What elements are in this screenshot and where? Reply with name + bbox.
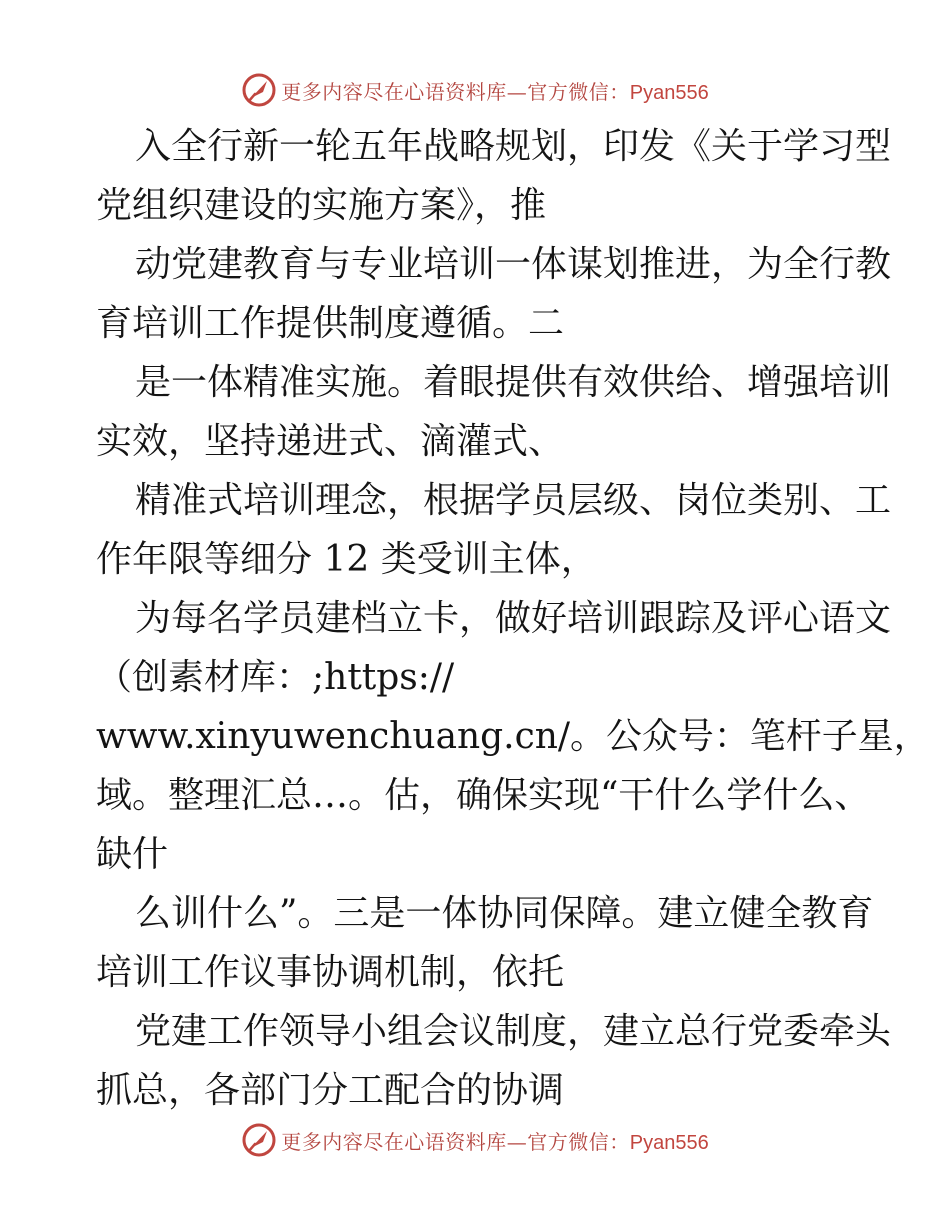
text-line: 是一体精准实施。着眼提供有效供给、增强培训 [135,362,892,403]
text-line: 为每名学员建档立卡，做好培训跟踪及评心语文 [135,598,892,639]
banner-main: 更多内容尽在心语资料库 [281,1129,507,1154]
banner-wechat-id: Pyan556 [629,81,709,104]
text-line: （创素材库：;https:// [96,657,455,698]
banner-dash: — [506,1129,528,1154]
banner-wechat-id: Pyan556 [629,1131,709,1154]
text-line: 育培训工作提供制度遵循。二 [96,303,565,344]
banner-main: 更多内容尽在心语资料库 [281,79,507,104]
text-line: 党建工作领导小组会议制度，建立总行党委牵头 [135,1011,892,1052]
text-line: 实效，坚持递进式、滴灌式、 [96,421,565,462]
text-line: 作年限等细分 12 类受训主体， [96,539,597,580]
banner-text [281,1126,708,1155]
quill-circle-icon [241,1122,277,1158]
banner-official: 官方微信： [527,1129,630,1154]
text-line: 域。整理汇总…。估，确保实现“干什么学什么、 [96,775,871,816]
text-line: 精准式培训理念，根据学员层级、岗位类别、工 [135,480,892,521]
text-line: www.xinyuwenchuang.cn/。公众号：笔杆子星， [96,716,930,757]
text-line: 入全行新一轮五年战略规划，印发《关于学习型 [135,126,892,167]
text-line: 培训工作议事协调机制，依托 [96,952,565,993]
banner-dash: — [506,79,528,104]
text-line: 抓总，各部门分工配合的协调 [96,1070,565,1111]
text-line: 么训什么”。三是一体协同保障。建立健全教育 [135,893,874,934]
text-line: 动党建教育与专业培训一体谋划推进，为全行教 [135,244,892,285]
footer-banner [0,1120,950,1160]
banner-official: 官方微信： [527,79,630,104]
text-line: 党组织建设的实施方案》，推 [96,185,547,226]
text-line: 缺什 [96,834,169,875]
